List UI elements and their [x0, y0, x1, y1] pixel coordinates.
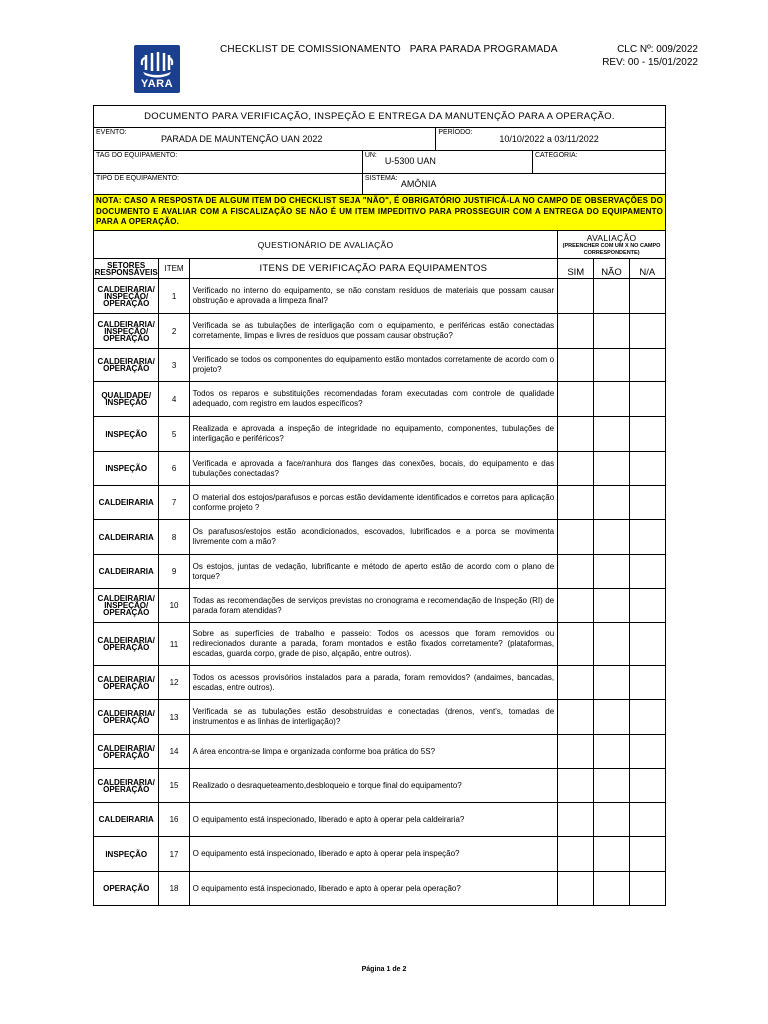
item-description: Os parafusos/estojos estão acondicionados, escovados, lubrificados e a porca se movimenta livremente com a mão? — [189, 520, 558, 555]
na-checkbox[interactable] — [629, 589, 665, 623]
evaluation-label: AVALIAÇÃO — [586, 232, 637, 243]
na-checkbox[interactable] — [629, 486, 665, 520]
item-sector: INSPEÇÃO — [94, 837, 159, 872]
nao-checkbox[interactable] — [594, 700, 629, 735]
item-description: Realizada e aprovada a inspeção de integridade no equipamento, componentes, tubulações de interligação e periféricos? — [189, 417, 558, 452]
sim-checkbox[interactable] — [558, 417, 594, 452]
item-sector: CALDEIRARIA/ OPERAÇÃO — [94, 735, 159, 769]
periodo-label: PERÍODO: — [438, 129, 473, 136]
checklist-form — [93, 105, 666, 906]
item-number: 6 — [159, 452, 189, 486]
checklist-row — [94, 349, 666, 382]
item-sector: CALDEIRARIA/ OPERAÇÃO — [94, 769, 159, 803]
checklist-row — [94, 486, 666, 520]
un-label: UN: — [364, 152, 377, 159]
sim-checkbox[interactable] — [558, 872, 594, 906]
sector-column-header: SETORES RESPONSÁVEIS — [94, 260, 158, 277]
na-checkbox[interactable] — [629, 279, 665, 314]
sim-checkbox[interactable] — [558, 279, 594, 314]
na-checkbox[interactable] — [629, 349, 665, 382]
item-sector: CALDEIRARIA/ OPERAÇÃO — [94, 666, 159, 700]
document-code — [602, 43, 698, 69]
checklist-row — [94, 589, 666, 623]
yara-logo-text: YARA — [140, 78, 174, 90]
na-checkbox[interactable] — [629, 837, 665, 872]
questionnaire-header: QUESTIONÁRIO DE AVALIAÇÃO — [94, 231, 558, 259]
revision: REV: 00 - 15/01/2022 — [602, 57, 698, 68]
sim-checkbox[interactable] — [558, 349, 594, 382]
checklist-row — [94, 417, 666, 452]
item-description: Todos os acessos provisórios instalados para a parada, foram removidos? (andaimes, bancadas, escadas, entre outros). — [189, 666, 558, 700]
item-sector: CALDEIRARIA/ INSPEÇÃO/ OPERAÇÃO — [94, 589, 159, 623]
item-sector: CALDEIRARIA/ OPERAÇÃO — [94, 700, 159, 735]
item-column-header: ITEM — [159, 259, 189, 279]
evento-value[interactable]: PARADA DE MAUNTENÇÃO UAN 2022 — [161, 134, 323, 144]
checklist-row — [94, 700, 666, 735]
checklist-row — [94, 314, 666, 349]
na-checkbox[interactable] — [629, 520, 665, 555]
sistema-label: SISTEMA: — [364, 175, 398, 182]
evento-label: EVENTO: — [96, 129, 127, 136]
sim-checkbox[interactable] — [558, 382, 594, 417]
item-sector: INSPEÇÃO — [94, 417, 159, 452]
item-description: Realizado o desraqueteamento,desbloqueio e torque final do equipamento? — [189, 769, 558, 803]
categoria-label: CATEGORIA: — [534, 152, 578, 159]
categoria-cell[interactable] — [532, 151, 665, 174]
checklist-items — [94, 279, 666, 906]
nao-checkbox[interactable] — [594, 452, 629, 486]
item-description: Verificado no interno do equipamento, se não constam resíduos de materiais que possam causar obstrução e aprovada a limpeza final? — [189, 279, 558, 314]
sim-checkbox[interactable] — [558, 555, 594, 589]
sim-checkbox[interactable] — [558, 486, 594, 520]
sim-checkbox[interactable] — [558, 837, 594, 872]
nao-checkbox[interactable] — [594, 872, 629, 906]
nao-checkbox[interactable] — [594, 382, 629, 417]
item-description: O equipamento está inspecionado, liberado e apto à operar pela inspeção? — [189, 837, 558, 872]
tipo-label: TIPO DE EQUIPAMENTO: — [96, 175, 179, 182]
item-description: Verificada se as tubulações estão desobstruídas e conectadas (drenos, vent's, tomadas de instrumentos e as linhas de interligação)? — [189, 700, 558, 735]
tag-cell[interactable] — [94, 151, 363, 174]
evento-cell — [94, 128, 436, 151]
checklist-row — [94, 520, 666, 555]
sistema-cell — [362, 174, 665, 195]
item-sector: CALDEIRARIA — [94, 520, 159, 555]
nao-checkbox[interactable] — [594, 555, 629, 589]
item-description: O equipamento está inspecionado, liberado e apto à operar pela caldeiraria? — [189, 803, 558, 837]
item-number: 4 — [159, 382, 189, 417]
checklist-row — [94, 803, 666, 837]
na-checkbox[interactable] — [629, 314, 665, 349]
sim-checkbox[interactable] — [558, 520, 594, 555]
item-description: Verificado se todos os componentes do equipamento estão montados corretamente de acordo com o projeto? — [189, 349, 558, 382]
un-value[interactable]: U-5300 UAN — [384, 156, 436, 166]
item-description: Todos os reparos e substituições recomendadas foram executadas com controle de qualidade adequado, com registro em laudos específicos? — [189, 382, 558, 417]
checklist-row — [94, 666, 666, 700]
item-sector: INSPEÇÃO — [94, 452, 159, 486]
na-checkbox[interactable] — [629, 735, 665, 769]
nao-checkbox[interactable] — [594, 623, 629, 666]
items-column-header: ITENS DE VERIFICAÇÃO PARA EQUIPAMENTOS — [189, 259, 558, 279]
tag-label: TAG DO EQUIPAMENTO: — [96, 152, 178, 159]
item-number: 1 — [159, 279, 189, 314]
nao-checkbox[interactable] — [594, 417, 629, 452]
nao-checkbox[interactable] — [594, 837, 629, 872]
na-checkbox[interactable] — [629, 872, 665, 906]
sistema-value[interactable]: AMÔNIA — [400, 179, 437, 189]
form-main-title: DOCUMENTO PARA VERIFICAÇÃO, INSPEÇÃO E ENTREGA DA MANUTENÇÃO PARA A OPERAÇÃO. — [94, 106, 666, 128]
na-checkbox[interactable] — [629, 417, 665, 452]
na-column-header: N/A — [629, 259, 665, 279]
item-number: 3 — [159, 349, 189, 382]
sim-checkbox[interactable] — [558, 314, 594, 349]
item-sector: CALDEIRARIA/ INSPEÇÃO/ OPERAÇÃO — [94, 314, 159, 349]
document-title: CHECKLIST DE COMISSIONAMENTO PARA PARADA PROGRAMADA — [220, 44, 558, 55]
checklist-row — [94, 382, 666, 417]
item-number: 17 — [159, 837, 189, 872]
item-sector: CALDEIRARIA/ OPERAÇÃO — [94, 623, 159, 666]
item-sector: OPERAÇÃO — [94, 872, 159, 906]
sim-checkbox[interactable] — [558, 666, 594, 700]
checklist-row — [94, 279, 666, 314]
checklist-row — [94, 872, 666, 906]
item-number: 5 — [159, 417, 189, 452]
periodo-cell — [436, 128, 666, 151]
sim-checkbox[interactable] — [558, 803, 594, 837]
na-checkbox[interactable] — [629, 623, 665, 666]
item-sector: CALDEIRARIA/ OPERAÇÃO — [94, 349, 159, 382]
item-sector: QUALIDADE/ INSPEÇÃO — [94, 382, 159, 417]
nao-checkbox[interactable] — [594, 486, 629, 520]
item-number: 11 — [159, 623, 189, 666]
na-checkbox[interactable] — [629, 803, 665, 837]
item-description: Sobre as superfícies de trabalho e passeio: Todos os acessos que foram removidos ou redirecionados durante a parada, foram montados e estão fixados corretamente? (plataformas, escadas, guarda corpo, grade de piso, alçapão, entre outros). — [189, 623, 558, 666]
nao-checkbox[interactable] — [594, 735, 629, 769]
item-description: Os estojos, juntas de vedação, lubrificante e método de aperto estão de acordo com o plano de torque? — [189, 555, 558, 589]
item-number: 2 — [159, 314, 189, 349]
item-description: O equipamento está inspecionado, liberado e apto à operar pela operação? — [189, 872, 558, 906]
checklist-row — [94, 837, 666, 872]
item-description: A área encontra-se limpa e organizada conforme boa prática do 5S? — [189, 735, 558, 769]
periodo-value[interactable]: 10/10/2022 a 03/11/2022 — [499, 134, 599, 144]
item-number: 9 — [159, 555, 189, 589]
na-checkbox[interactable] — [629, 700, 665, 735]
tipo-cell[interactable] — [94, 174, 363, 195]
sim-checkbox[interactable] — [558, 623, 594, 666]
page-number: Página 1 de 2 — [361, 966, 407, 973]
checklist-row — [94, 623, 666, 666]
checklist-row — [94, 769, 666, 803]
na-checkbox[interactable] — [629, 452, 665, 486]
sim-checkbox[interactable] — [558, 700, 594, 735]
item-description: Verificada e aprovada a face/ranhura dos flanges das conexões, bocais, do equipamento e das tubulações conectadas? — [189, 452, 558, 486]
sim-checkbox[interactable] — [558, 589, 594, 623]
item-number: 13 — [159, 700, 189, 735]
item-description: Verificada se as tubulações de interligação com o equipamento, e periféricas estão conectadas corretamente, limpas e livres de resíduos que possam causar obstrução? — [189, 314, 558, 349]
item-number: 8 — [159, 520, 189, 555]
evaluation-hint: (PREENCHER COM UM X NO CAMPO CORRESPONDENTE) — [562, 242, 661, 256]
item-description: O material dos estojos/parafusos e porcas estão devidamente identificados e corretos para aplicação conforme projeto ? — [189, 486, 558, 520]
item-sector: CALDEIRARIA/ INSPEÇÃO/ OPERAÇÃO — [94, 279, 159, 314]
na-checkbox[interactable] — [629, 666, 665, 700]
sim-checkbox[interactable] — [558, 452, 594, 486]
item-number: 12 — [159, 666, 189, 700]
item-number: 14 — [159, 735, 189, 769]
item-number: 16 — [159, 803, 189, 837]
nao-checkbox[interactable] — [594, 314, 629, 349]
checklist-row — [94, 555, 666, 589]
item-number: 10 — [159, 589, 189, 623]
yara-logo — [134, 45, 180, 93]
item-description: Todas as recomendações de serviços previstas no cronograma e recomendação de Inspeção (RI) de parada foram atendidas? — [189, 589, 558, 623]
checklist-number: CLC Nº: 009/2022 — [617, 44, 698, 55]
nao-checkbox[interactable] — [594, 520, 629, 555]
nao-checkbox[interactable] — [594, 279, 629, 314]
warning-note: NOTA: CASO A RESPOSTA DE ALGUM ITEM DO CHECKLIST SEJA "NÃO", É OBRIGATÓRIO JUSTIFICÁ-LA NO CAMPO DE OBSERVAÇÕES DO DOCUMENTO E AVALIAR COM A FISCALIZAÇÃO SE NÃO É UM ITEM IMPEDITIVO PARA PROSSEGUIR COM A ENTREGA DO EQUIPAMENTO PARA A OPERAÇÃO. — [94, 195, 666, 231]
checklist-row — [94, 735, 666, 769]
evaluation-header — [558, 231, 666, 259]
item-number: 7 — [159, 486, 189, 520]
checklist-row — [94, 452, 666, 486]
nao-column-header: NÃO — [594, 259, 629, 279]
nao-checkbox[interactable] — [594, 589, 629, 623]
na-checkbox[interactable] — [629, 769, 665, 803]
item-number: 15 — [159, 769, 189, 803]
un-cell — [362, 151, 532, 174]
na-checkbox[interactable] — [629, 382, 665, 417]
item-number: 18 — [159, 872, 189, 906]
sim-checkbox[interactable] — [558, 769, 594, 803]
nao-checkbox[interactable] — [594, 349, 629, 382]
sim-column-header: SIM — [558, 259, 594, 279]
nao-checkbox[interactable] — [594, 769, 629, 803]
nao-checkbox[interactable] — [594, 803, 629, 837]
item-sector: CALDEIRARIA — [94, 555, 159, 589]
item-sector: CALDEIRARIA — [94, 803, 159, 837]
sim-checkbox[interactable] — [558, 735, 594, 769]
item-sector: CALDEIRARIA — [94, 486, 159, 520]
nao-checkbox[interactable] — [594, 666, 629, 700]
na-checkbox[interactable] — [629, 555, 665, 589]
